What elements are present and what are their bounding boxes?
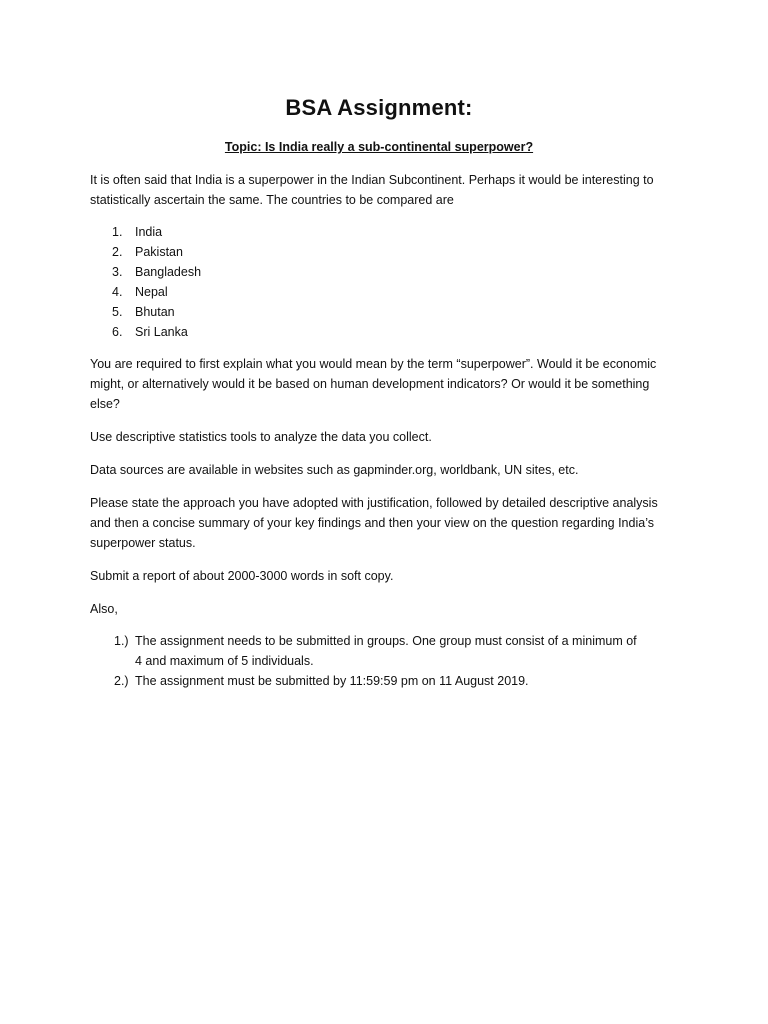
country-name: Nepal (135, 285, 168, 299)
submit-paragraph: Submit a report of about 2000-3000 words in soft copy. (90, 569, 394, 583)
list-item (90, 242, 668, 262)
note-text: The assignment must be submitted by 11:59:59 pm on 11 August 2019. (135, 674, 529, 688)
list-item (90, 262, 668, 282)
list-item (90, 302, 668, 322)
country-name: Bangladesh (135, 265, 202, 279)
list-number: 2. (112, 245, 123, 259)
note-text: The assignment needs to be submitted in groups. One group must consist of a minimum of 4 and maximum of 5 individuals. (135, 634, 637, 668)
list-number: 2.) (114, 674, 129, 688)
superpower-paragraph: You are required to first explain what you would mean by the term “superpower”. Would it be economic might, or alternatively would it be based on human development indicators? Or would it be something else? (90, 357, 657, 411)
intro-paragraph: It is often said that India is a superpower in the Indian Subcontinent. Perhaps it would be interesting to statistically ascertain the same. The countries to be compared are (90, 173, 654, 207)
tools-paragraph: Use descriptive statistics tools to analyze the data you collect. (90, 430, 432, 444)
topic-heading: Topic: Is India really a sub-continental superpower? (224, 140, 534, 154)
countries-list (90, 222, 668, 342)
list-number: 6. (112, 325, 123, 339)
list-number: 4. (112, 285, 123, 299)
list-number: 1. (112, 225, 123, 239)
approach-paragraph: Please state the approach you have adopted with justification, followed by detailed descriptive analysis and then a concise summary of your key findings and then your view on the question regarding India’s superpower status. (90, 496, 658, 550)
list-item (90, 671, 668, 691)
country-name: Sri Lanka (135, 325, 188, 339)
list-item (90, 322, 668, 342)
list-number: 5. (112, 305, 123, 319)
list-number: 1.) (114, 634, 129, 648)
list-number: 3. (112, 265, 123, 279)
document-title: BSA Assignment: (285, 95, 473, 120)
country-name: India (135, 225, 163, 239)
also-label: Also, (90, 602, 118, 616)
country-name: Pakistan (135, 245, 183, 259)
list-item (90, 222, 668, 242)
list-item (90, 631, 668, 671)
notes-list (90, 631, 668, 691)
list-item (90, 282, 668, 302)
sources-paragraph: Data sources are available in websites such as gapminder.org, worldbank, UN sites, etc. (90, 463, 579, 477)
country-name: Bhutan (135, 305, 175, 319)
